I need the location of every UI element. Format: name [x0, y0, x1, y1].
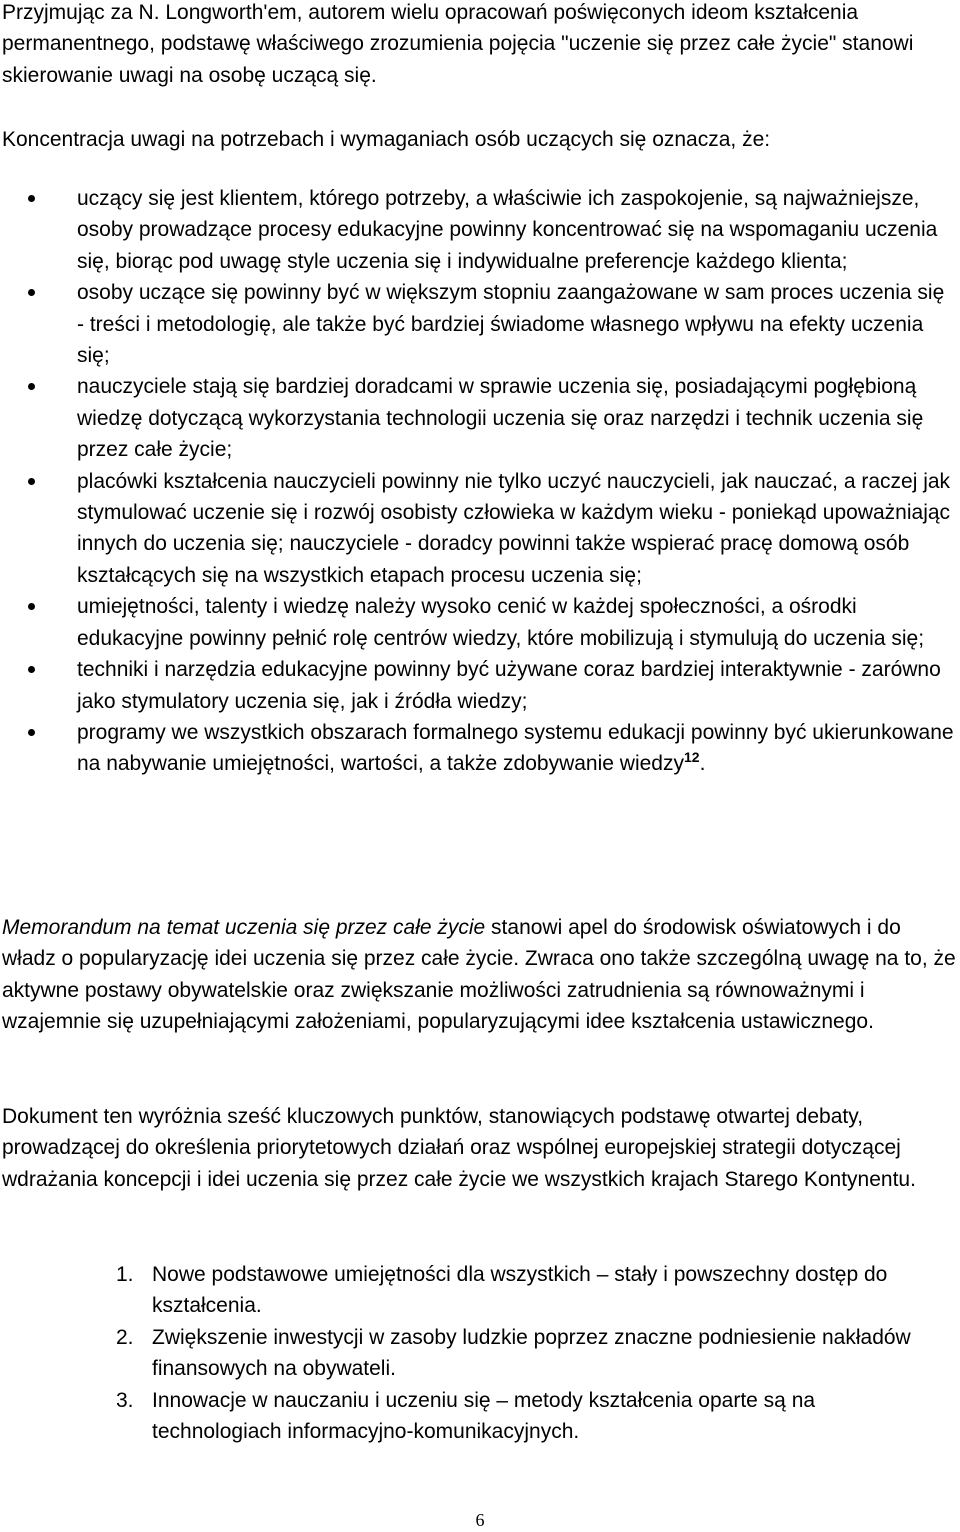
memorandum-text: stanowi apel do środowisk oświatowych i do władz o popularyzację idei uczenia się przez całe życie. Zwraca ono także szczególną uwagę na to, że aktywne postawy obywatelskie oraz zwiększanie możliwości zatrudnienia są równoważnymi i wzajemnie się uzupełniającymi założeniami, popularyzującymi idee kształcenia ustawicznego. [2, 916, 956, 1034]
item-number: 2. [116, 1325, 134, 1349]
bullet-icon [28, 383, 35, 390]
lead-sentence: Koncentracja uwagi na potrzebach i wymaganiach osób uczących się oznacza, że: [2, 128, 771, 151]
bullet-text: programy we wszystkich obszarach formalnego systemu edukacji powinny być ukierunkowane na nabywanie umiejętności, wartości, a także zdobywanie wiedzy [77, 720, 954, 776]
bullet-icon [28, 195, 35, 202]
bullet-text: placówki kształcenia nauczycieli powinny nie tylko uczyć nauczycieli, jak nauczać, a raczej jak stymulować uczenie się i rozwój osobisty człowieka w każdym wieku - poniekąd upoważniając innych do uczenia się; nauczyciele - doradcy powinni także wspierać pracę domową osób kształcących się na wszystkich etapach procesu uczenia się; [77, 469, 951, 587]
bullet-list [0, 183, 960, 780]
page-number: 6 [475, 1510, 485, 1530]
bullet-text: techniki i narzędzia edukacyjne powinny być używane coraz bardziej interaktywnie - zarówno jako stymulatory uczenia się, jak i źródła wiedzy; [77, 658, 941, 713]
bullet-text: nauczyciele stają się bardziej doradcami w sprawie uczenia się, posiadającymi pogłębioną wiedzę dotyczącą wykorzystania technologii uczenia się oraz narzędzi i technik uczenia się przez całe życie; [77, 375, 924, 462]
bullet-item [0, 654, 960, 717]
bullet-icon [28, 289, 35, 296]
numbered-item [0, 1259, 960, 1322]
footnote-reference: 12 [683, 749, 700, 766]
bullet-trailing-period: . [699, 752, 706, 776]
item-text: Innowacje w nauczaniu i uczeniu się – metody kształcenia oparte są na technologiach informacyjno-komunikacyjnych. [152, 1388, 816, 1444]
numbered-item [0, 1322, 960, 1385]
bullet-item [0, 717, 960, 780]
item-text: Zwiększenie inwestycji w zasoby ludzkie poprzez znaczne podniesienie nakładów finansowych na obywateli. [152, 1325, 911, 1381]
bullet-icon [28, 729, 35, 736]
bullet-item [0, 371, 960, 465]
bullet-item [0, 466, 960, 592]
bullet-text: uczący się jest klientem, którego potrzeby, a właściwie ich zaspokojenie, są najważniejsze, osoby prowadzące procesy edukacyjne powinny koncentrować się na wspomaganiu uczenia się, biorąc pod uwagę style uczenia się i indywidualne preferencje każdego klienta; [77, 187, 938, 273]
bullet-icon [28, 478, 35, 485]
numbered-list [0, 1259, 960, 1447]
item-number: 1. [116, 1263, 134, 1286]
bullet-item [0, 277, 960, 371]
memorandum-paragraph [2, 912, 958, 1038]
bullet-icon [28, 666, 35, 673]
bullet-text: umiejętności, talenty i wiedzę należy wysoko cenić w każdej społeczności, a ośrodki edukacyjne powinny pełnić rolę centrów wiedzy, które mobilizują i stymulują do uczenia się; [77, 595, 925, 650]
memorandum-title: Memorandum na temat uczenia się przez całe życie [2, 916, 486, 939]
item-text: Nowe podstawowe umiejętności dla wszystkich – stały i powszechny dostęp do kształcenia. [152, 1263, 888, 1318]
numbered-item [0, 1385, 960, 1448]
document-paragraph: Dokument ten wyróżnia sześć kluczowych punktów, stanowiących podstawę otwartej debaty, prowadzącej do określenia priorytetowych działań oraz wspólnej europejskiej strategii dotyczącej wdrażania koncepcji i idei uczenia się przez całe życie we wszystkich krajach Starego Kontynentu. [2, 1105, 916, 1191]
intro-paragraph: Przyjmując za N. Longworth'em, autorem wielu opracowań poświęconych ideom kształcenia permanentnego, podstawę właściwego zrozumienia pojęcia "uczenie się przez całe życie" stanowi skierowanie uwagi na osobę uczącą się. [2, 1, 914, 87]
bullet-text: osoby uczące się powinny być w większym stopniu zaangażowane w sam proces uczenia się - treści i metodologię, ale także być bardziej świadome własnego wpływu na efekty uczenia się; [77, 281, 945, 368]
bullet-item [0, 183, 960, 277]
bullet-item [0, 591, 960, 654]
bullet-icon [28, 603, 35, 610]
item-number: 3. [116, 1388, 134, 1412]
